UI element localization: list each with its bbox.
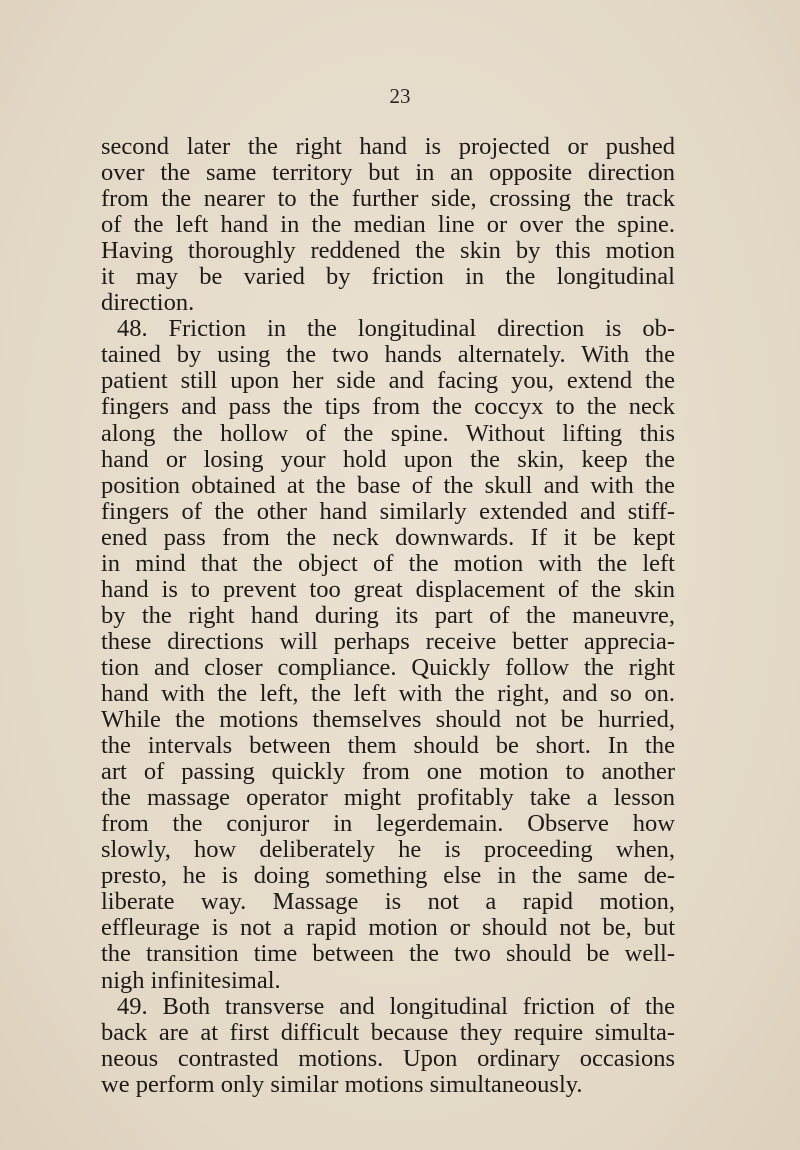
text-line: nigh infinitesimal. bbox=[101, 966, 281, 994]
text-line: of the left hand in the median line or over the spine. bbox=[101, 211, 675, 239]
text-line: it may be varied by friction in the longitudinal bbox=[101, 263, 675, 291]
text-line: from the nearer to the further side, crossing the track bbox=[101, 185, 675, 213]
page-number: 23 bbox=[389, 84, 411, 108]
paragraph-49-start: 49. Both transverse and longitudinal friction of the bbox=[117, 992, 675, 1020]
text-line: presto, he is doing something else in the same de- bbox=[101, 862, 675, 890]
text-line: the transition time between the two should be well- bbox=[101, 940, 675, 968]
text-line: the massage operator might profitably take a lesson bbox=[101, 784, 675, 812]
text-line: patient still upon her side and facing you, extend the bbox=[101, 367, 675, 395]
text-line: along the hollow of the spine. Without lifting this bbox=[101, 419, 675, 447]
text-line: hand with the left, the left with the right, and so on. bbox=[101, 679, 675, 707]
text-line: back are at first difficult because they require simulta- bbox=[101, 1018, 675, 1046]
text-line: hand is to prevent too great displacement of the skin bbox=[101, 575, 675, 603]
text-line: ened pass from the neck downwards. If it be kept bbox=[101, 523, 675, 551]
text-line: second later the right hand is projected or pushed bbox=[101, 133, 675, 160]
text-line: over the same territory but in an opposite direction bbox=[101, 159, 675, 187]
text-line: art of passing quickly from one motion to another bbox=[101, 758, 675, 786]
text-line: Having thoroughly reddened the skin by this motion bbox=[101, 237, 675, 265]
text-line: by the right hand during its part of the maneuvre, bbox=[101, 601, 675, 629]
text-line: liberate way. Massage is not a rapid motion, bbox=[101, 888, 675, 916]
text-line: the intervals between them should be short. In the bbox=[101, 732, 675, 760]
text-line: fingers of the other hand similarly extended and stiff- bbox=[101, 497, 675, 525]
text-line: neous contrasted motions. Upon ordinary occasions bbox=[101, 1044, 675, 1072]
text-line: While the motions themselves should not be hurried, bbox=[101, 706, 675, 734]
text-line: slowly, how deliberately he is proceeding when, bbox=[101, 836, 675, 864]
text-line: we perform only similar motions simultaneously. bbox=[101, 1070, 583, 1098]
text-line: in mind that the object of the motion with the left bbox=[101, 549, 675, 577]
text-line: fingers and pass the tips from the coccyx to the neck bbox=[101, 393, 675, 421]
text-line: these directions will perhaps receive better apprecia- bbox=[101, 627, 675, 655]
paragraph-48-start: 48. Friction in the longitudinal direction is ob- bbox=[117, 315, 675, 343]
text-line: effleurage is not a rapid motion or should not be, but bbox=[101, 914, 675, 942]
text-line: tained by using the two hands alternately. With the bbox=[101, 341, 675, 369]
text-line: position obtained at the base of the skull and with the bbox=[101, 471, 675, 499]
text-line: direction. bbox=[101, 289, 195, 317]
text-line: hand or losing your hold upon the skin, keep the bbox=[101, 445, 675, 473]
text-line: from the conjuror in legerdemain. Observe how bbox=[101, 810, 675, 838]
body-text bbox=[101, 134, 675, 1098]
text-line: tion and closer compliance. Quickly follow the right bbox=[101, 653, 675, 681]
